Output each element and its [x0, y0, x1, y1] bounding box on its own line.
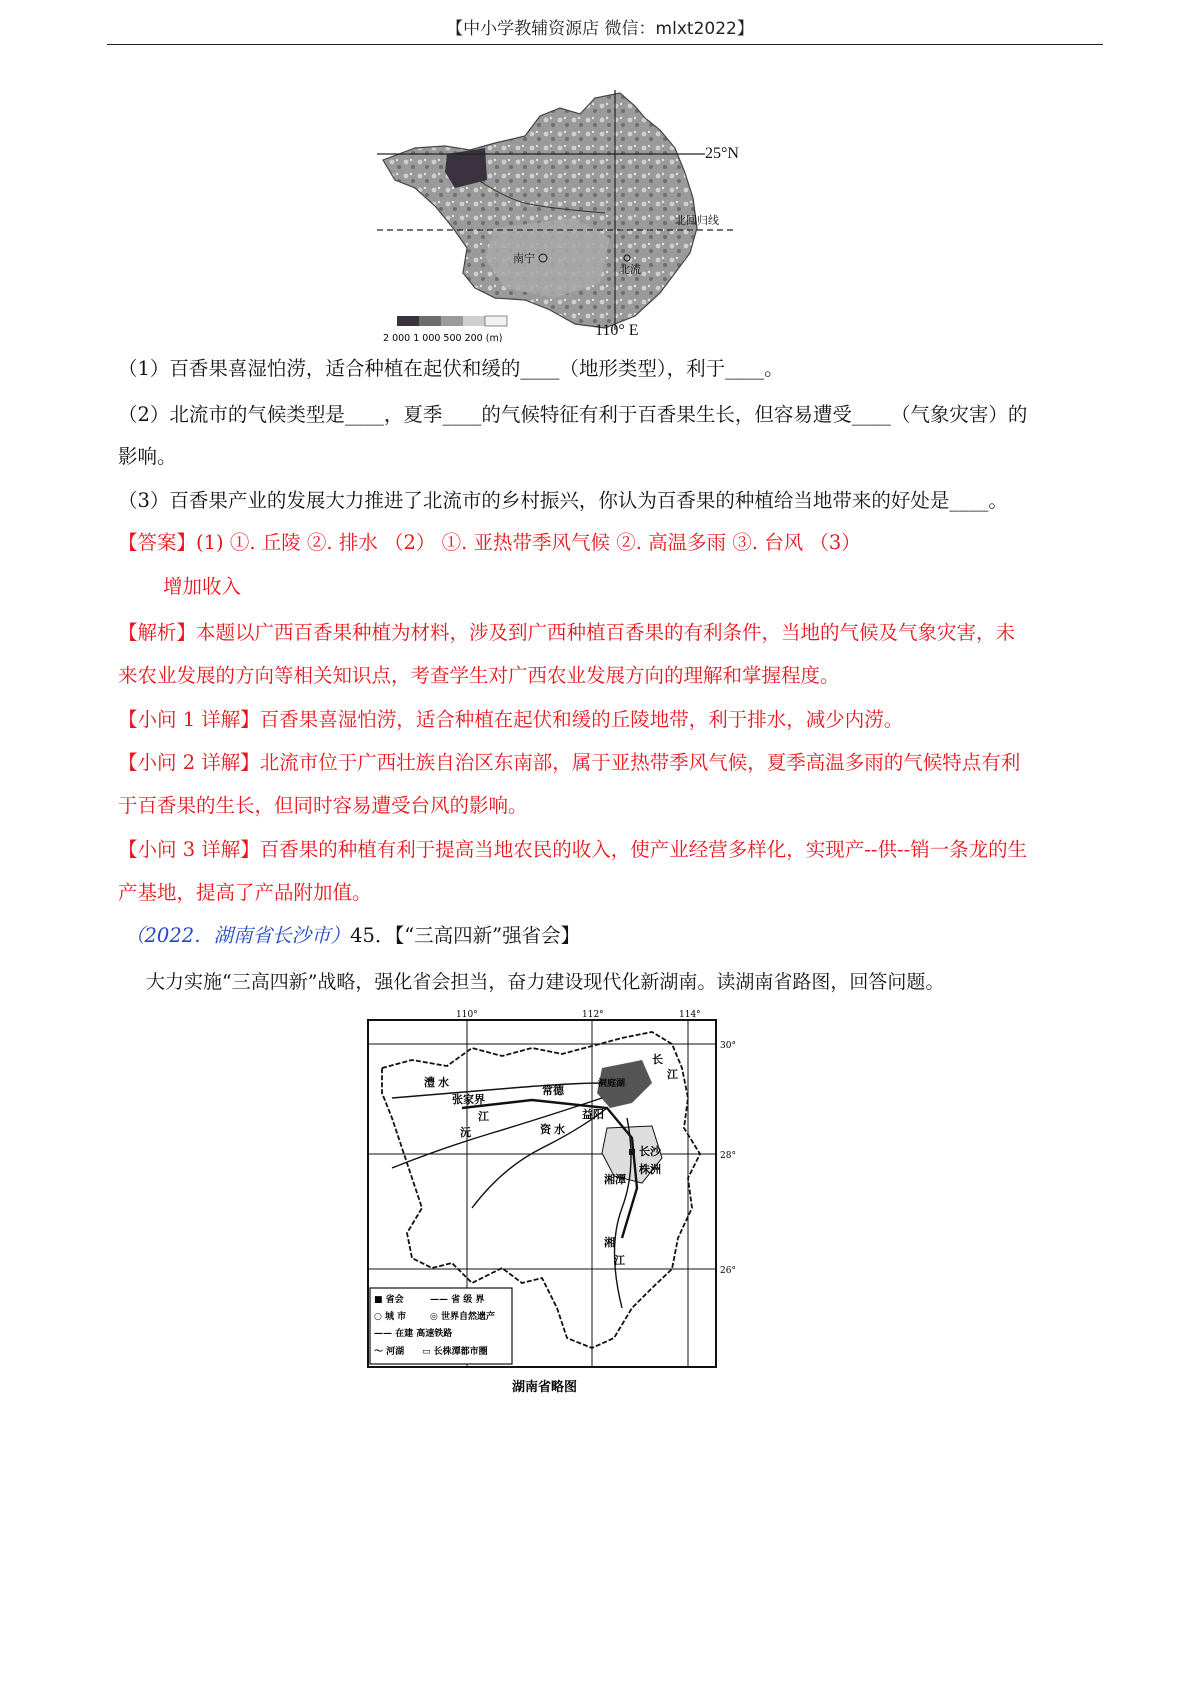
- legend-rivers: ～ 河湖: [374, 1347, 405, 1357]
- question-45-intro: 大力实施“三高四新”战略，强化省会担当，奋力建设现代化新湖南。读湖南省路图，回答问题。: [146, 971, 945, 993]
- legend-values: 2 000 1 000 500 200 (m): [383, 333, 503, 344]
- sub-question-3-explanation-line-1: 【小问 3 详解】百香果的种植有利于提高当地农民的收入，使产业经营多样化，实现产--供--销一条龙的生: [118, 838, 1028, 861]
- river-label-8: 长: [652, 1053, 663, 1066]
- place-yiyang: 益阳: [582, 1108, 604, 1121]
- hunan-map: [352, 1008, 752, 1403]
- beiliu-label: 北流: [619, 263, 641, 276]
- river-label-10: 洞庭湖: [598, 1079, 626, 1089]
- page-header: 【中小学教辅资源店 微信：mlxt2022】: [446, 19, 754, 39]
- lat-label-30: 30°: [720, 1041, 736, 1051]
- legend-city: ○ 城 市: [374, 1312, 407, 1322]
- question-title: 45．【“三高四新”强省会】: [350, 924, 581, 947]
- question-45-title-line: [125, 916, 1115, 956]
- lon-label-110e: 110° E: [595, 322, 639, 339]
- river-label-7: 江: [614, 1254, 625, 1267]
- river-label-1: 水: [438, 1076, 449, 1089]
- place-zhuzhou: 株洲: [639, 1163, 661, 1176]
- legend-world-heritage: ◎ 世界自然遗产: [430, 1312, 495, 1322]
- question-2-line-1: （2）北流市的气候类型是____，夏季____的气候特征有利于百香果生长，但容易遭受____（气象灾害）的: [118, 403, 1028, 426]
- question-3: （3）百香果产业的发展大力推进了北流市的乡村振兴，你认为百香果的种植给当地带来的好处是____。: [118, 489, 1008, 512]
- sub-question-3-explanation-line-2: 产基地，提高了产品附加值。: [118, 881, 372, 904]
- legend-provincial-boundary: —— 省 级 界: [430, 1295, 485, 1305]
- lat-label-28: 28°: [720, 1151, 736, 1161]
- map-caption: 湖南省略图: [512, 1380, 578, 1395]
- river-label-4: 资: [540, 1123, 551, 1136]
- source-tag: （2022．湖南省长沙市）: [125, 924, 351, 947]
- lat-label-26: 26°: [720, 1266, 736, 1276]
- place-changde: 常德: [542, 1084, 564, 1097]
- guangxi-relief-map: [375, 88, 775, 346]
- lon-label-110: 110°: [456, 1010, 478, 1020]
- lat-label-25n: 25°N: [705, 145, 739, 162]
- legend-metro-area: ▭ 长株潭都市圈: [422, 1347, 488, 1357]
- legend-provincial-capital: ■ 省会: [374, 1295, 404, 1305]
- sub-question-1-explanation: 【小问 1 详解】百香果喜湿怕涝，适合种植在起伏和缓的丘陵地带，利于排水，减少内涝。: [118, 708, 904, 731]
- answer-line-1: 【答案】(1) ①. 丘陵 ②. 排水 （2） ①. 亚热带季风气候 ②. 高温多雨 ③. 台风 （3）: [118, 531, 861, 554]
- river-label-6: 湘: [604, 1236, 615, 1249]
- answer-line-2: 增加收入: [163, 575, 242, 598]
- tropic-label: 北回归线: [675, 214, 719, 227]
- river-label-5: 水: [554, 1123, 565, 1136]
- sub-question-2-explanation-line-2: 于百香果的生长，但同时容易遭受台风的影响。: [118, 794, 528, 817]
- analysis-line-2: 来农业发展的方向等相关知识点，考查学生对广西农业发展方向的理解和掌握程度。: [118, 664, 840, 687]
- place-xiangtan: 湘潭: [604, 1173, 626, 1186]
- analysis-line-1: 【解析】本题以广西百香果种植为材料，涉及到广西种植百香果的有利条件，当地的气候及气象灾害，未: [118, 621, 1016, 644]
- place-changsha: 长沙: [639, 1145, 661, 1158]
- lon-label-114: 114°: [679, 1010, 701, 1020]
- question-2-line-2: 影响。: [118, 445, 177, 468]
- river-label-3: 江: [478, 1110, 489, 1123]
- question-1: （1）百香果喜湿怕涝，适合种植在起伏和缓的____（地形类型），利于____。: [118, 357, 784, 380]
- legend-railway: —— 在建 高速铁路: [374, 1329, 453, 1339]
- changsha-capital-icon: [629, 1149, 635, 1155]
- river-label-0: 澧: [424, 1076, 435, 1089]
- place-zhangjiajie: 张家界: [452, 1093, 485, 1106]
- river-label-9: 江: [667, 1068, 678, 1081]
- river-label-2: 沅: [460, 1126, 471, 1139]
- nanning-label: 南宁: [513, 252, 535, 265]
- header-rule: [107, 44, 1103, 45]
- sub-question-2-explanation-line-1: 【小问 2 详解】北流市位于广西壮族自治区东南部，属于亚热带季风气候，夏季高温多雨的气候特点有利: [118, 751, 1021, 774]
- lon-label-112: 112°: [582, 1010, 604, 1020]
- elevation-legend: [383, 316, 507, 344]
